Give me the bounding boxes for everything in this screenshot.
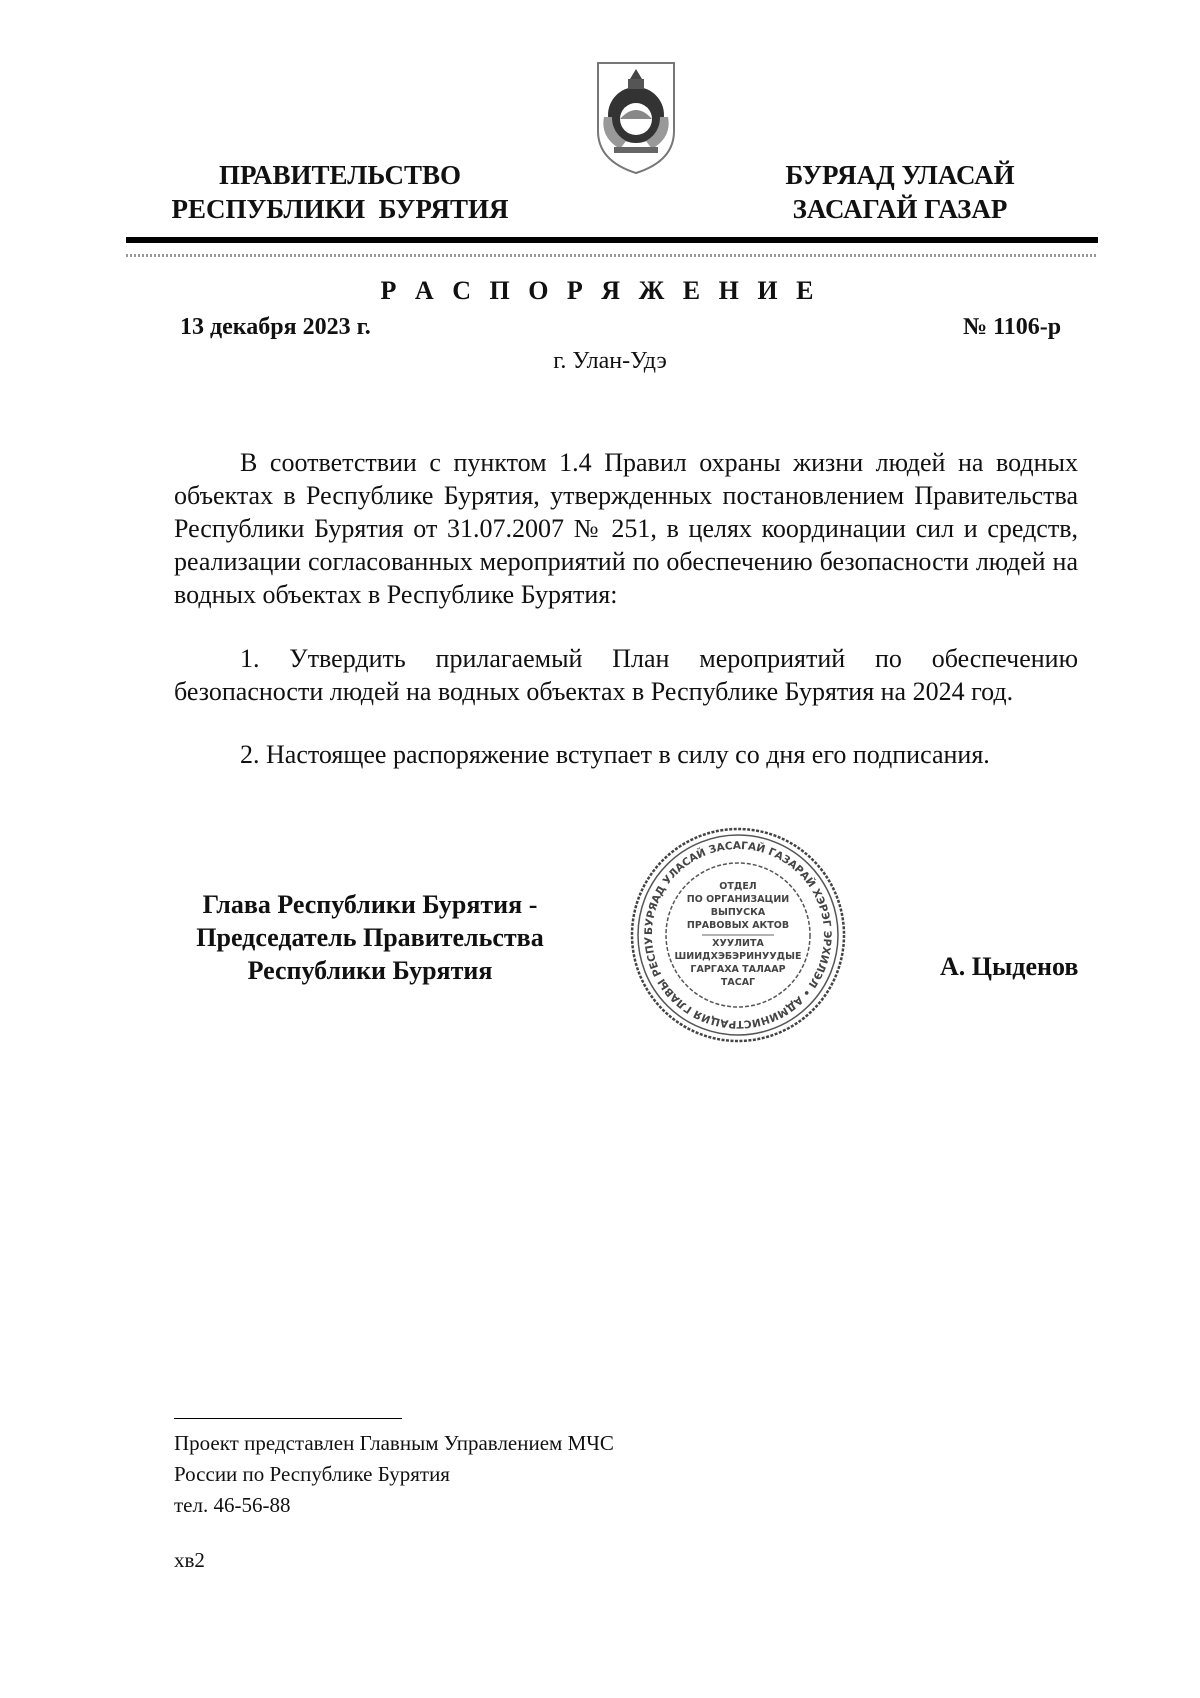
document-date: 13 декабря 2023 г. — [180, 314, 371, 340]
stamp-center-line3: ВЫПУСКА — [710, 907, 766, 918]
document-type: Р А С П О Р Я Ж Е Н И Е — [380, 276, 820, 305]
item-2-text: 2. Настоящее распоряжение вступает в силу со дня его подписания. — [240, 740, 990, 769]
document-code: хв2 — [174, 1548, 205, 1572]
header-left-line1: ПРАВИТЕЛЬСТВО — [218, 160, 462, 190]
official-stamp — [628, 825, 848, 1045]
document-number: № 1106-р — [963, 314, 1062, 340]
stamp-center-line1: ОТДЕЛ — [719, 881, 757, 892]
stamp-outer-text: БУРЯАД УЛАСАЙ ЗАСАГАЙ ГАЗАРАЙ ХЭРЭГ ЭРХИЛЭЛ • АДМИНИСТРАЦИЯ ГЛАВЫ РЕСПУ — [642, 839, 834, 1031]
item-2-paragraph — [174, 738, 1078, 771]
header-right-line1: БУРЯАД УЛАСАЙ — [785, 160, 1015, 190]
header-left-title — [150, 158, 530, 226]
footnote-line1: Проект представлен Главным Управлением МЧС — [174, 1431, 614, 1455]
footnote-divider — [174, 1418, 402, 1419]
stamp-center-line4: ПРАВОВЫХ АКТОВ — [686, 920, 790, 931]
signatory-name: А. Цыденов — [940, 952, 1079, 981]
stamp-center-line2: ПО ОРГАНИЗАЦИИ — [686, 894, 790, 905]
footnote — [174, 1428, 614, 1521]
header-divider-thin — [126, 254, 1098, 257]
footnote-line3: тел. 46-56-88 — [174, 1493, 291, 1517]
item-1-paragraph — [174, 642, 1078, 708]
signatory-position-line3: Республики Бурятия — [247, 956, 493, 985]
coat-of-arms-icon — [590, 57, 682, 177]
footnote-line2: России по Республике Бурятия — [174, 1462, 450, 1486]
signatory-position-line2: Председатель Правительства — [196, 923, 544, 952]
stamp-center-line7: ГАРГАХА ТАЛААР — [690, 964, 786, 975]
signatory-position — [150, 888, 590, 987]
header-divider-thick — [126, 237, 1098, 243]
signatory-position-line1: Глава Республики Бурятия - — [202, 890, 538, 919]
header-left-line2: РЕСПУБЛИКИ БУРЯТИЯ — [171, 194, 509, 224]
stamp-center-line8: ТАСАГ — [720, 977, 756, 988]
header-right-line2: ЗАСАГАЙ ГАЗАР — [792, 194, 1008, 224]
stamp-center-line6: ШИИДХЭБЭРИНУУДЫЕ — [674, 951, 802, 962]
header-right-title — [750, 158, 1050, 226]
intro-paragraph — [174, 446, 1078, 611]
intro-text: В соответствии с пунктом 1.4 Правил охраны жизни людей на водных объектах в Республике Бурятия, утвержденных постановлением Правительства Республики Бурятия от 31.07.2007 № 251, в целях координации сил и средств, реализации согласованных мероприятий по обеспечению безопасности людей на водных объектах в Республике Бурятия: — [174, 448, 1078, 609]
stamp-center-line5: ХУУЛИТА — [712, 938, 764, 949]
item-1-text: 1. Утвердить прилагаемый План мероприятий по обеспечению безопасности людей на водных объектах в Республике Бурятия на 2024 год. — [174, 644, 1078, 706]
document-city: г. Улан-Удэ — [553, 348, 667, 374]
